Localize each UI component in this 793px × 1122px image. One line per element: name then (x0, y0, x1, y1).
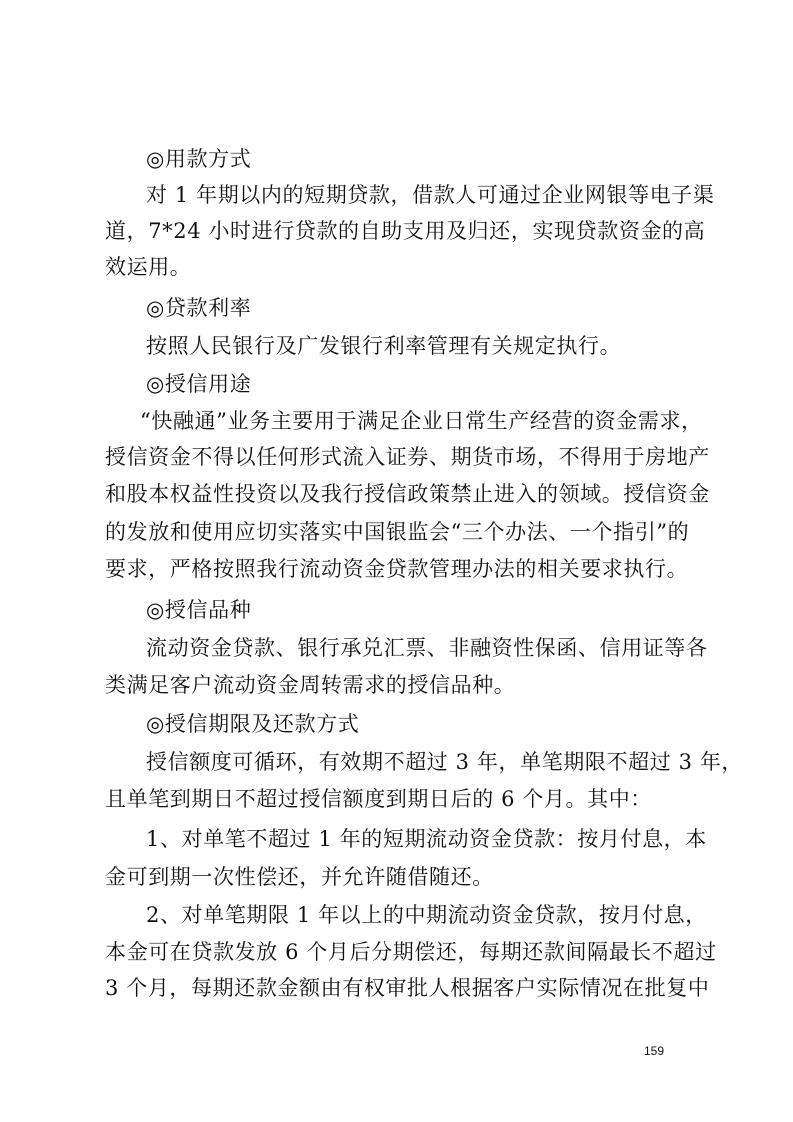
paragraph-line: 1、对单笔不超过 1 年的短期流动资金贷款：按月付息，本 (146, 827, 707, 851)
paragraph-line: 的发放和使用应切实落实中国银监会“三个办法、一个指引”的 (105, 520, 690, 544)
page-number: 159 (644, 1044, 665, 1058)
section-heading-usage: ◎用款方式 (146, 147, 252, 171)
section-heading-credit-types: ◎授信品种 (146, 598, 252, 622)
section-heading-credit-term: ◎授信期限及还款方式 (146, 712, 360, 736)
paragraph-line: 类满足客户流动资金周转需求的授信品种。 (105, 673, 516, 697)
paragraph-line: 3 个月，每期还款金额由有权审批人根据客户实际情况在批复中 (105, 976, 710, 1000)
paragraph-line: 2、对单笔期限 1 年以上的中期流动资金贷款，按月付息， (146, 903, 707, 927)
paragraph-line: “快融通”业务主要用于满足企业日常生产经营的资金需求， (140, 409, 703, 433)
paragraph-line: 金可到期一次性偿还，并允许随借随还。 (105, 865, 494, 889)
section-heading-credit-purpose: ◎授信用途 (146, 372, 252, 396)
paragraph-line: 流动资金贷款、银行承兑汇票、非融资性保函、信用证等各 (146, 636, 708, 660)
paragraph-line: 且单笔到期日不超过授信额度到期日后的 6 个月。其中： (105, 787, 652, 811)
paragraph-line: 效运用。 (105, 255, 192, 279)
paragraph-line: 授信额度可循环，有效期不超过 3 年，单笔期限不超过 3 年， (146, 750, 744, 774)
paragraph-line: 授信资金不得以任何形式流入证券、期货市场，不得用于房地产 (105, 445, 710, 469)
paragraph-line: 道，7*24 小时进行贷款的自助支用及归还，实现贷款资金的高 (105, 219, 706, 243)
paragraph-line: 按照人民银行及广发银行利率管理有关规定执行。 (146, 334, 622, 358)
section-heading-interest-rate: ◎贷款利率 (146, 296, 252, 320)
paragraph-line: 本金可在贷款发放 6 个月后分期偿还，每期还款间隔最长不超过 (105, 940, 717, 964)
paragraph-line: 和股本权益性投资以及我行授信政策禁止进入的领域。授信资金 (105, 482, 710, 506)
paragraph-line: 对 1 年期以内的短期贷款，借款人可通过企业网银等电子渠 (146, 183, 715, 207)
paragraph-line: 要求，严格按照我行流动资金贷款管理办法的相关要求执行。 (105, 557, 689, 581)
